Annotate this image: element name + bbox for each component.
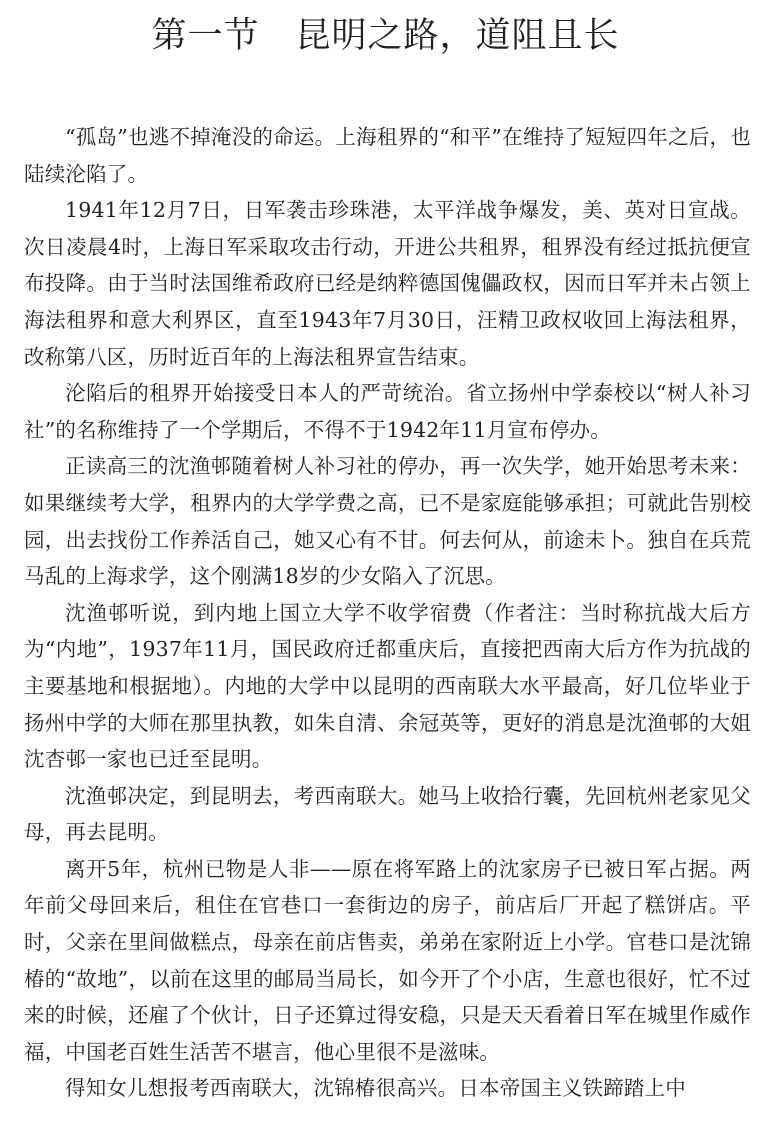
paragraph-1: “孤岛”也逃不掉淹没的命运。上海租界的“和平”在维持了短短四年之后，也陆续沦陷了。 (24, 125, 751, 186)
paragraph-5: 沈渔邨听说，到内地上国立大学不收学宿费（作者注：当时称抗战大后方为“内地”，1937年11月，国民政府迁都重庆后，直接把西南大后方作为抗战的主要基地和根据地）。内地的大学中以昆明的西南联大水平最高，好几位毕业于扬州中学的大师在那里执教，如朱自清、余冠英等，更好的消息是沈渔邨的大姐沈杏邨一家也已迁至昆明。 (24, 600, 751, 772)
paragraph-4: 正读高三的沈渔邨随着树人补习社的停办，再一次失学，她开始思考未来：如果继续考大学，租界内的大学学费之高，已不是家庭能够承担；可就此告别校园，出去找份工作养活自己，她又心有不甘。何去何从，前途未卜。独自在兵荒马乱的上海求学，这个刚满18岁的少女陷入了沉思。 (24, 454, 751, 589)
paragraph-6: 沈渔邨决定，到昆明去，考西南联大。她马上收拾行囊，先回杭州老家见父母，再去昆明。 (24, 783, 751, 845)
paragraph-7: 离开5年，杭州已物是人非——原在将军路上的沈家房子已被日军占据。两年前父母回来后，租住在官巷口一套街边的房子，前店后厂开起了糕饼店。平时，父亲在里间做糕点，母亲在前店售卖，弟弟在家附近上小学。官巷口是沈锦椿的“故地”，以前在这里的邮局当局长，如今开了个小店，生意也很好，忙不过来的时候，还雇了个伙计，日子还算过得安稳，只是天天看着日军在城里作威作福，中国老百姓生活苦不堪言，他心里很不是滋味。 (24, 856, 751, 1064)
paragraph-8: 得知女儿想报考西南联大，沈锦椿很高兴。日本帝国主义铁蹄踏上中 (65, 1076, 686, 1101)
paragraph-2: 1941年12月7日，日军袭击珍珠港，太平洋战争爆发，美、英对日宣战。次日凌晨4时，上海日军采取攻击行动，开进公共租界，租界没有经过抵抗便宣布投降。由于当时法国维希政府已经是纳粹德国傀儡政权，因而日军并未占领上海法租界和意大利界区，直至1943年7月30日，汪精卫政权收回上海法租界，改称第八区，历时近百年的上海法租界宣告结束。 (24, 198, 751, 369)
body-text (24, 119, 751, 1107)
paragraph-3: 沦陷后的租界开始接受日本人的严苛统治。省立扬州中学泰校以“树人补习社”的名称维持了一个学期后，不得不于1942年11月宣布停办。 (24, 381, 751, 442)
section-title: 第一节 昆明之路，道阻且长 (151, 16, 620, 56)
